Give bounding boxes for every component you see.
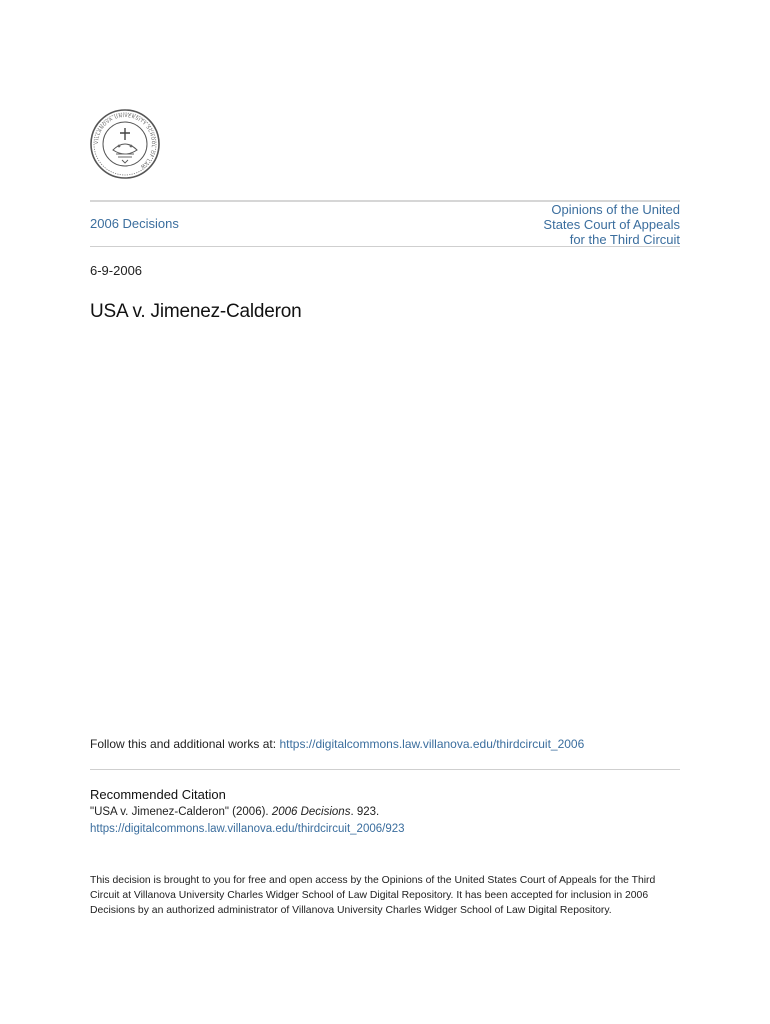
series-link-third-circuit[interactable] — [460, 202, 680, 247]
header-bottom-divider — [90, 246, 680, 247]
document-date: 6-9-2006 — [90, 263, 143, 278]
citation-text — [90, 806, 379, 818]
citation-text-end: . 923. — [350, 806, 380, 818]
follow-url-link[interactable]: https://digitalcommons.law.villanova.edu/thirdcircuit_2006 — [279, 737, 585, 751]
follow-line — [90, 737, 584, 751]
document-title: USA v. Jimenez-Calderon — [90, 301, 302, 322]
svg-text:VILLANOVA UNIVERSITY SCHOOL OF: VILLANOVA UNIVERSITY SCHOOL OF LAW — [94, 113, 156, 169]
collection-link-2006-decisions[interactable]: 2006 Decisions — [90, 216, 179, 231]
access-notice: This decision is brought to you for free and open access by the Opinions of the United States Court of Appeals for the Third Circuit at Villanova University Charles Widger School of Law Digital Repository. It has been accepted for inclusion in 2006 Decisions by an authorized administrator of Villanova University Charles Widger School of Law Digital Repository. — [90, 875, 656, 916]
series-link-line[interactable]: Opinions of the United — [551, 202, 680, 217]
follow-prefix: Follow this and additional works at: — [90, 737, 280, 751]
series-link-line[interactable]: for the Third Circuit — [569, 232, 680, 247]
citation-text-start: "USA v. Jimenez-Calderon" (2006). — [90, 806, 272, 818]
seal-icon — [89, 108, 161, 180]
citation-text-italic: 2006 Decisions — [271, 806, 351, 818]
citation-divider — [90, 769, 680, 770]
university-seal-logo — [89, 108, 161, 180]
citation-url-link[interactable]: https://digitalcommons.law.villanova.edu/thirdcircuit_2006/923 — [90, 823, 405, 835]
series-link-line[interactable]: States Court of Appeals — [543, 217, 680, 232]
citation-heading: Recommended Citation — [90, 787, 226, 802]
